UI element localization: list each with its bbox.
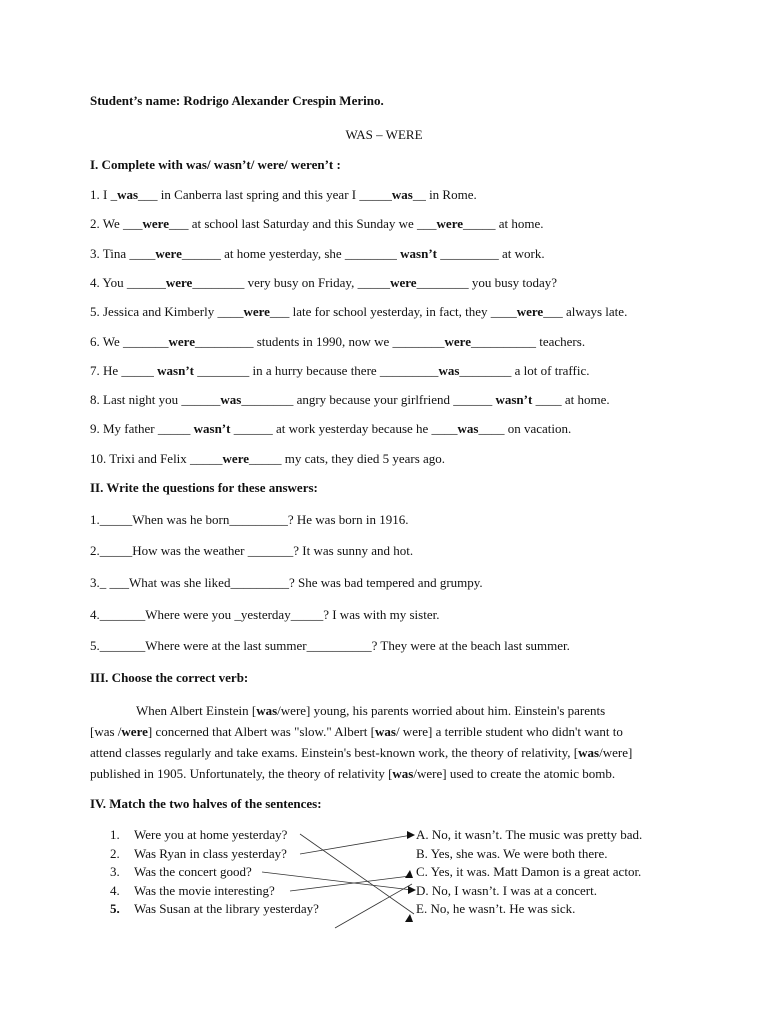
item-text: ________ very busy on Friday, _____ — [192, 275, 391, 290]
answer-word: were — [155, 246, 182, 261]
item-text: _____ at home. — [463, 216, 544, 231]
answer-word: were — [444, 334, 471, 349]
item-text: 9. My father _____ — [90, 421, 194, 436]
answer-word: was — [220, 392, 242, 407]
exercise-item — [90, 216, 544, 232]
answer-word: wasn’t — [495, 392, 533, 407]
item-text: _________ students in 1990, now we ________ — [194, 334, 445, 349]
match-right-item: C. Yes, it was. Matt Damon is a great actor. — [416, 864, 642, 879]
exercise-item — [90, 363, 589, 379]
item-text: ____ at home. — [532, 392, 610, 407]
item-text: 7. He _____ — [90, 363, 158, 378]
answer-word: was — [457, 421, 479, 436]
section-3-paragraph — [90, 700, 680, 784]
item-text: ________ you busy today? — [416, 275, 558, 290]
student-name: Student’s name: Rodrigo Alexander Crespin Merino. — [90, 93, 384, 108]
match-right-item: E. No, he wasn’t. He was sick. — [416, 901, 576, 916]
section-1-heading: I. Complete with was/ wasn’t/ were/ weren’t : — [90, 157, 341, 172]
item-text: ________ angry because your girlfriend ______ — [241, 392, 496, 407]
answer-word: wasn’t — [400, 246, 438, 261]
answer-word: were — [243, 304, 270, 319]
arrow-head-icon — [405, 914, 413, 922]
paragraph-line: attend classes regularly and take exams. Einstein's best-known work, the theory of relativity, [was/were] — [90, 745, 633, 760]
item-text: ___ late for school yesterday, in fact, they ____ — [269, 304, 517, 319]
match-right-item: D. No, I wasn’t. I was at a concert. — [416, 882, 597, 898]
item-text: 1. I _ — [90, 187, 118, 202]
section-2-heading: II. Write the questions for these answers: — [90, 480, 318, 495]
item-text: ______ at home yesterday, she ________ — [181, 246, 401, 261]
item-text: 10. Trixi and Felix _____ — [90, 451, 223, 466]
item-text: 2. We ___ — [90, 216, 143, 231]
question-item: 2._____How was the weather _______? It was sunny and hot. — [90, 543, 414, 558]
answer-word: were — [142, 216, 169, 231]
answer-word: was — [391, 187, 413, 202]
exercise-item — [90, 334, 585, 350]
item-text: _____ my cats, they died 5 years ago. — [249, 451, 446, 466]
exercise-item — [90, 187, 477, 203]
answer-word: was — [438, 363, 460, 378]
answer-word: wasn’t — [193, 421, 231, 436]
item-text: __________ teachers. — [470, 334, 586, 349]
match-right-column — [416, 826, 642, 919]
item-text: ______ at work yesterday because he ____ — [230, 421, 458, 436]
paragraph-line: [was /were] concerned that Albert was "slow." Albert [was/ were] a terrible student who didn't want to — [90, 724, 623, 739]
match-right-item: B. Yes, she was. We were both there. — [416, 845, 608, 861]
arrow-head-icon — [407, 831, 415, 839]
item-text: 5. Jessica and Kimberly ____ — [90, 304, 244, 319]
answer-word: were — [165, 275, 193, 290]
match-line — [335, 884, 412, 928]
answer-word: were — [222, 451, 250, 466]
item-text: ________ in a hurry because there _________ — [194, 363, 439, 378]
match-left-item: 1. Were you at home yesterday? — [110, 827, 288, 842]
paragraph-line: When Albert Einstein [was/were] young, his parents worried about him. Einstein's parents — [136, 703, 606, 718]
match-left-item: 3. Was the concert good? — [110, 864, 252, 879]
answer-word: were — [390, 275, 417, 290]
item-text: 3. Tina ____ — [90, 246, 156, 261]
answer-word: were — [516, 304, 544, 319]
match-left-column — [110, 826, 319, 919]
exercise-item — [90, 421, 571, 437]
match-left-item: 4. Was the movie interesting? — [110, 882, 275, 898]
match-left-item: 2. Was Ryan in class yesterday? — [110, 845, 287, 861]
item-text: ________ a lot of traffic. — [459, 363, 590, 378]
arrow-head-icon — [408, 886, 416, 894]
section-3-heading: III. Choose the correct verb: — [90, 670, 249, 685]
item-text: 8. Last night you ______ — [90, 392, 221, 407]
item-text: ___ at school last Saturday and this Sunday we ___ — [168, 216, 437, 231]
arrow-head-icon — [405, 870, 413, 878]
item-text: ____ on vacation. — [478, 421, 572, 436]
match-right-item: A. No, it wasn’t. The music was pretty bad. — [416, 827, 643, 842]
exercise-item — [90, 451, 445, 467]
exercise-item — [90, 304, 627, 320]
answer-word: was — [117, 187, 139, 202]
item-text: 6. We _______ — [90, 334, 169, 349]
item-text: ___ always late. — [543, 304, 628, 319]
question-item: 1._____When was he born_________? He was born in 1916. — [90, 512, 409, 527]
item-text: ___ in Canberra last spring and this year I _____ — [138, 187, 392, 202]
question-item: 3._ ___What was she liked_________? She was bad tempered and grumpy. — [90, 575, 483, 590]
paragraph-line: published in 1905. Unfortunately, the theory of relativity [was/were] used to create the atomic bomb. — [90, 766, 616, 781]
answer-word: wasn’t — [157, 363, 195, 378]
item-text: __ in Rome. — [412, 187, 477, 202]
match-left-item: 5. Was Susan at the library yesterday? — [110, 901, 319, 916]
worksheet-title: WAS – WERE — [345, 127, 423, 142]
exercise-item — [90, 392, 610, 408]
answer-word: were — [436, 216, 464, 231]
exercise-item — [90, 275, 557, 291]
question-item: 4._______Where were you _yesterday_____? I was with my sister. — [90, 607, 440, 622]
exercise-item — [90, 246, 545, 262]
item-text: 4. You ______ — [90, 275, 166, 290]
question-item: 5._______Where were at the last summer__________? They were at the beach last summer. — [90, 638, 570, 653]
section-4-heading: IV. Match the two halves of the sentences: — [90, 796, 322, 811]
item-text: _________ at work. — [437, 246, 545, 261]
answer-word: were — [168, 334, 195, 349]
